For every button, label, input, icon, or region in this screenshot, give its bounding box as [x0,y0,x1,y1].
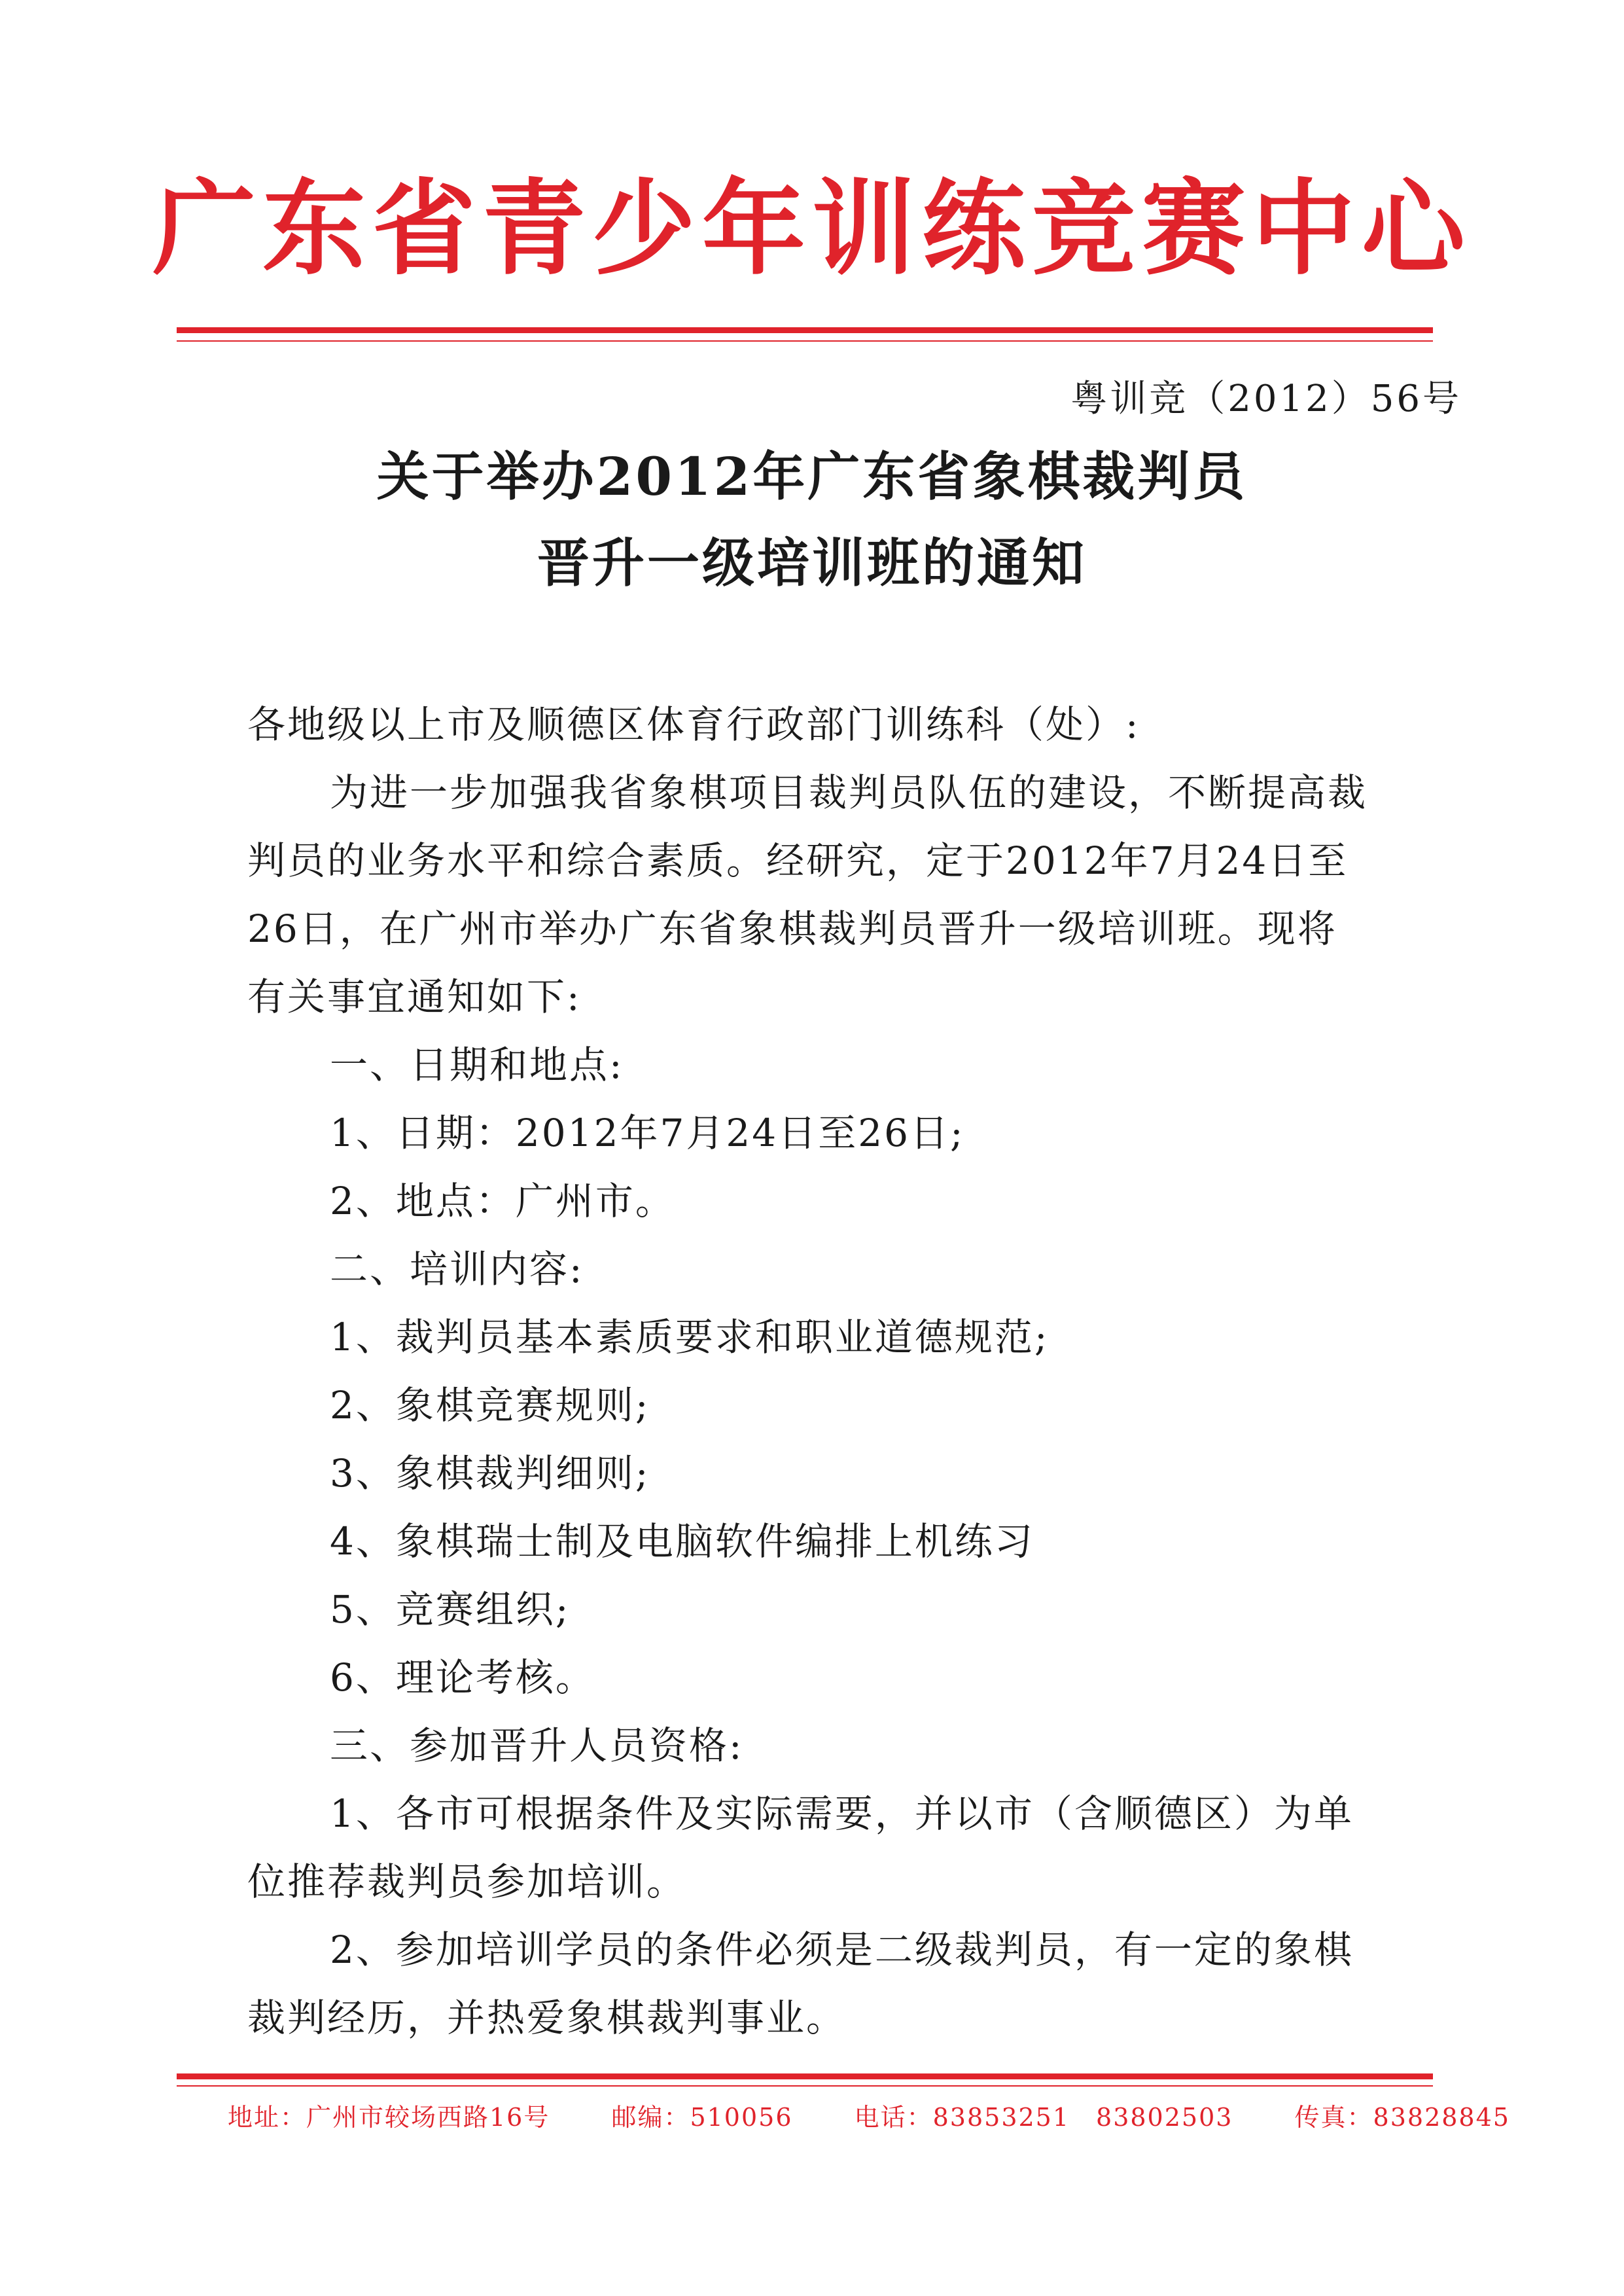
section-heading-training-content: 二、培训内容: [330,1247,584,1291]
footer-address: 地址：广州市较场西路16号 [228,2103,550,2132]
list-item: 1、日期：2012年7月24日至26日; [330,1111,965,1155]
document-number: 粤训竞（2012）56号 [1070,378,1462,420]
section-heading-date-location: 一、日期和地点: [330,1043,624,1087]
footer-divider-thin [177,2085,1433,2087]
list-item: 2、地点：广州市。 [330,1179,675,1223]
letterhead-footer [228,2098,1510,2137]
letterhead-organization: 广东省青少年训练竞赛中心 [152,168,1472,289]
document-title-line2: 晋升一级培训班的通知 [537,532,1087,594]
list-item: 4、象棋瑞士制及电脑软件编排上机练习 [330,1519,1034,1564]
header-divider-thin [177,340,1433,342]
list-item-continuation: 位推荐裁判员参加培训。 [247,1859,687,1904]
intro-paragraph-line: 有关事宜通知如下: [247,975,582,1019]
list-item: 1、裁判员基本素质要求和职业道德规范; [330,1315,1050,1359]
document-title-line1: 关于举办2012年广东省象棋裁判员 [376,446,1248,507]
section-heading-qualifications: 三、参加晋升人员资格: [330,1723,744,1768]
intro-paragraph-line: 为进一步加强我省象棋项目裁判员队伍的建设，不断提高裁 [330,770,1368,815]
footer-phone: 电话：83853251 83802503 [854,2103,1233,2132]
list-item: 3、象棋裁判细则; [330,1451,650,1496]
list-item: 6、理论考核。 [330,1655,595,1700]
footer-postcode: 邮编：510056 [611,2103,793,2132]
header-divider-thick [177,327,1433,333]
addressee: 各地级以上市及顺德区体育行政部门训练科（处）: [247,702,1140,747]
intro-paragraph-line: 判员的业务水平和综合素质。经研究，定于2012年7月24日至 [247,838,1349,883]
footer-divider-thick [177,2073,1433,2079]
list-item: 1、各市可根据条件及实际需要，并以市（含顺德区）为单 [330,1791,1354,1836]
intro-paragraph-line: 26日，在广州市举办广东省象棋裁判员晋升一级培训班。现将 [247,906,1337,951]
document-body [247,691,1477,2052]
list-item: 5、竞赛组织; [330,1587,571,1632]
list-item: 2、参加培训学员的条件必须是二级裁判员，有一定的象棋 [330,1928,1354,1972]
list-item: 2、象棋竞赛规则; [330,1383,650,1427]
footer-fax: 传真：83828845 [1294,2103,1510,2132]
list-item-continuation: 裁判经历，并热爱象棋裁判事业。 [247,1996,847,2040]
